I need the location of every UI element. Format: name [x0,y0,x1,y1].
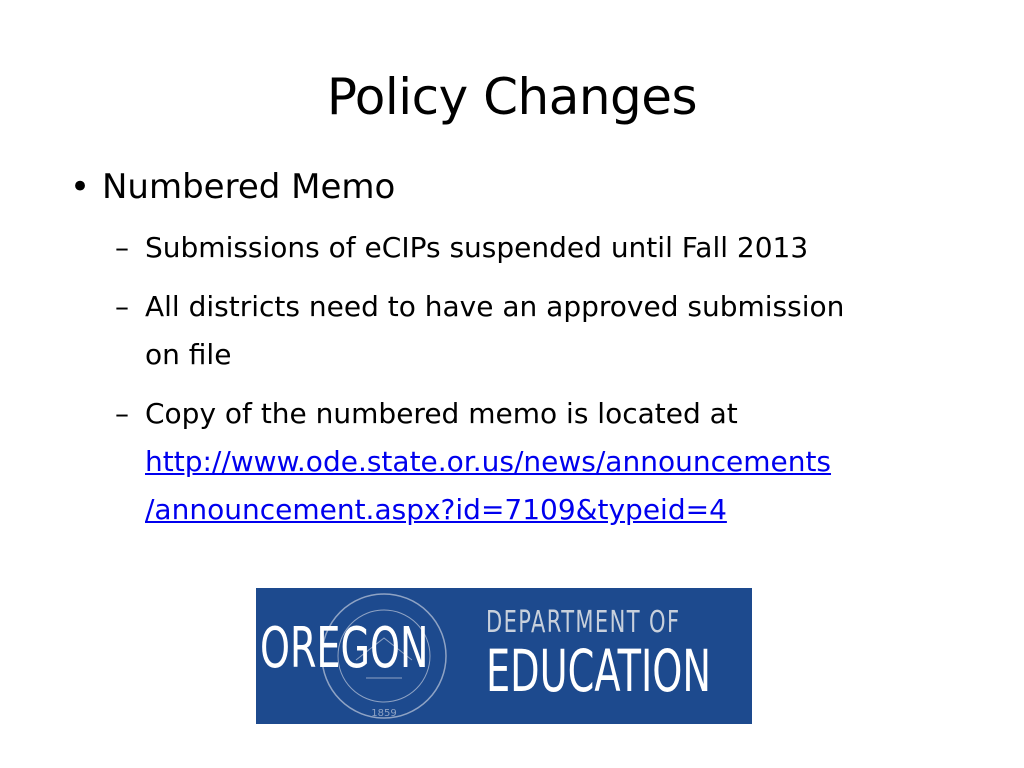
ode-logo [256,588,752,724]
memo-link[interactable]: /announcement.aspx?id=7109&typeid=4 [145,493,727,526]
bullet-glyph: • [70,167,91,207]
dash-glyph: – [115,231,129,264]
sub-bullet-text: on file [145,338,232,371]
memo-link[interactable]: http://www.ode.state.or.us/news/announcements [145,445,832,478]
logo-education-text: EDUCATION [486,637,712,705]
sub-bullet-text: All districts need to have an approved submission [145,290,845,323]
logo-department-text: DEPARTMENT OF [486,605,681,640]
seal-year: 1859 [371,708,397,719]
sub-bullet-text: Submissions of eCIPs suspended until Fall 2013 [145,231,809,264]
sub-bullet-text: Copy of the numbered memo is located at [145,397,738,430]
dash-glyph: – [115,290,129,323]
slide-title: Policy Changes [326,68,698,126]
dash-glyph: – [115,397,129,430]
logo-oregon-text: OREGON [260,616,429,681]
bullet-text: Numbered Memo [102,167,396,207]
